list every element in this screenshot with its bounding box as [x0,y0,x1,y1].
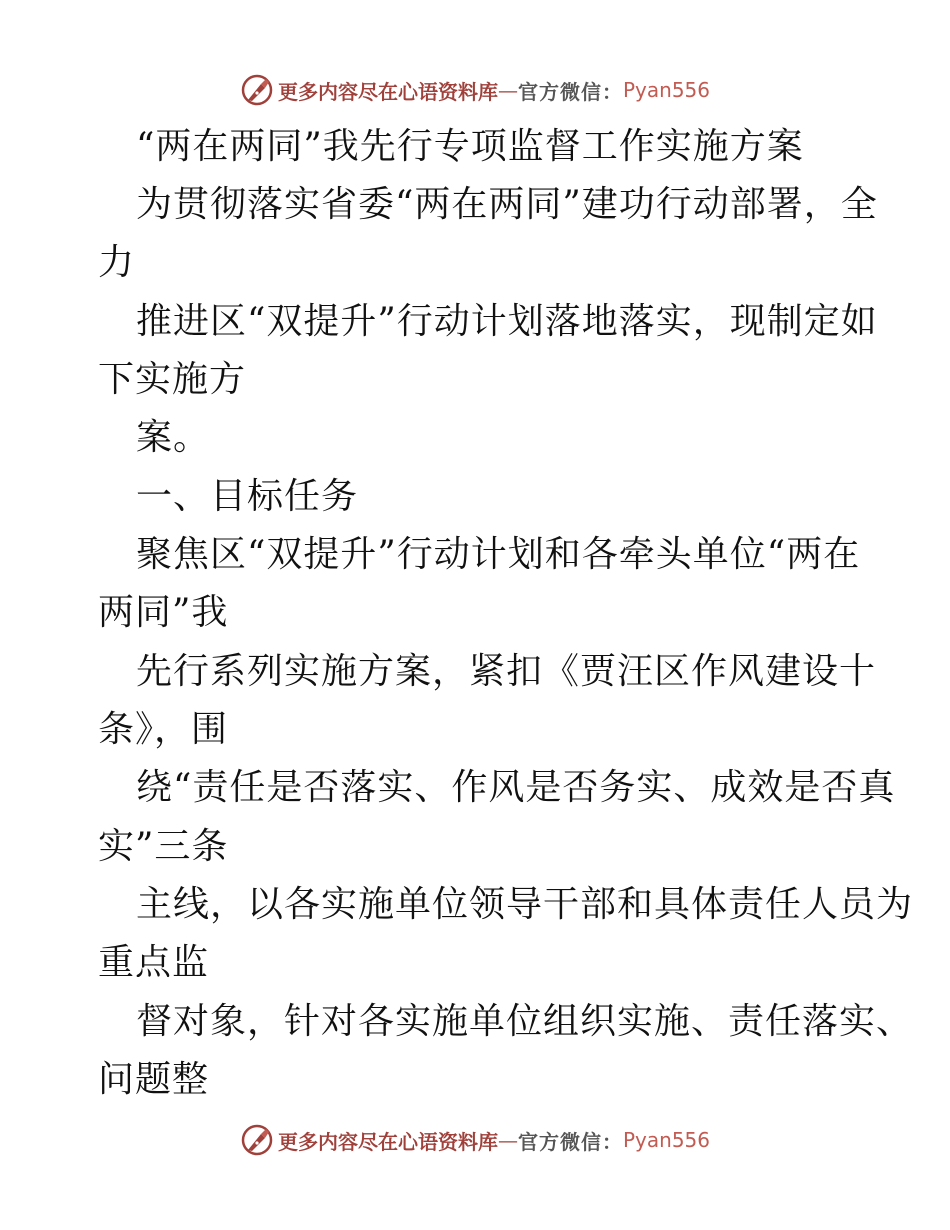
paragraph-line: 主线，以各实施单位领导干部和具体责任人员为 [136,884,914,925]
paragraph-line: 两同”我 [98,592,229,633]
banner-wechat-label: 官方微信： [517,79,623,104]
banner-dash: — [497,1128,518,1152]
paragraph-line: 力 [98,242,136,283]
banner-wechat-id: Pyan556 [622,1128,710,1152]
paragraph-line: 问题整 [98,1059,210,1100]
paragraph-line: 下实施方 [98,359,247,400]
banner-wechat-id: Pyan556 [622,78,710,102]
paragraph-line: 条》，围 [98,709,229,750]
footer-banner [0,1120,950,1160]
fountain-pen-logo-icon [240,73,274,107]
banner-site-text: 更多内容尽在心语资料库 [277,79,498,104]
paragraph-line: 案。 [136,417,211,458]
paragraph-line: 推进区“双提升”行动计划落地落实，现制定如 [136,301,878,342]
document-title: “两在两同”我先行专项监督工作实施方案 [136,126,804,167]
paragraph-line: 聚焦区“双提升”行动计划和各牵头单位“两在 [136,534,861,575]
paragraph-line: 绕“责任是否落实、作风是否务实、成效是否真 [136,767,896,808]
paragraph-line: 督对象，针对各实施单位组织实施、责任落实、 [136,1001,914,1042]
fountain-pen-logo-icon [240,1123,274,1157]
section-heading: 一、目标任务 [136,476,359,517]
header-banner [0,70,950,110]
paragraph-line: 实”三条 [98,826,229,867]
banner-site-text: 更多内容尽在心语资料库 [277,1129,498,1154]
paragraph-line: 为贯彻落实省委“两在两同”建功行动部署，全 [136,184,878,225]
paragraph-line: 重点监 [98,942,210,983]
banner-dash: — [497,78,518,102]
banner-wechat-label: 官方微信： [517,1129,623,1154]
paragraph-line: 先行系列实施方案，紧扣《贾汪区作风建设十 [136,651,877,692]
